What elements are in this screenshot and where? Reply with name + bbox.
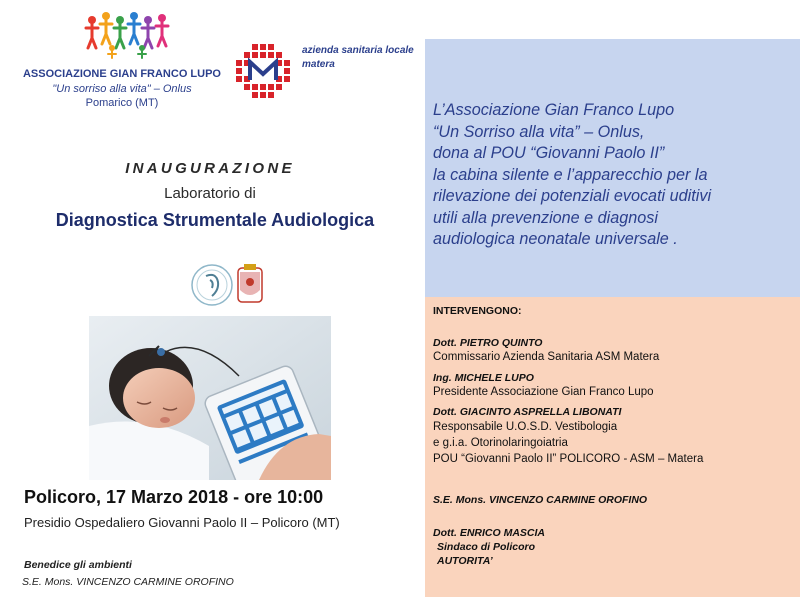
- association-logo: [82, 10, 174, 60]
- donation-line: utili alla prevenzione e diagnosi: [433, 208, 658, 227]
- speaker-name: Dott. GIACINTO ASPRELLA LIBONATI: [433, 406, 622, 418]
- speakers-title: INTERVENGONO:: [433, 305, 522, 317]
- speaker-role: Commissario Azienda Sanitaria ASM Matera: [433, 351, 660, 363]
- speaker-name: Dott. PIETRO QUINTO: [433, 337, 543, 349]
- speaker-role: POU “Giovanni Paolo II” POLICORO - ASM – Matera: [433, 453, 704, 465]
- speaker-role: AUTORITA’: [437, 555, 493, 567]
- association-place: Pomarico (MT): [85, 97, 159, 109]
- donation-line: “Un Sorriso alla vita” – Onlus,: [433, 122, 645, 141]
- donation-line: dona al POU “Giovanni Paolo II”: [433, 144, 665, 162]
- speaker-role: e g.i.a. Otorinolaringoiatria: [433, 437, 568, 449]
- event-venue: Presidio Ospedaliero Giovanni Paolo II – Policoro (MT): [24, 515, 340, 530]
- inauguration-main-title: Diagnostica Strumentale Audiologica: [55, 210, 375, 230]
- newborn-hearing-test-photo: [89, 316, 331, 480]
- inauguration-subtitle: Laboratorio di: [164, 185, 256, 202]
- donation-text: [433, 100, 797, 251]
- speaker-name: Ing. MICHELE LUPO: [433, 372, 534, 384]
- asl-line1: azienda sanitaria locale: [302, 45, 414, 56]
- asl-line2: matera: [302, 59, 335, 70]
- blessing-name: S.E. Mons. VINCENZO CARMINE OROFINO: [22, 576, 234, 588]
- asl-name: [302, 44, 414, 72]
- speaker-role: Responsabile U.O.S.D. Vestibologia: [433, 421, 618, 433]
- speaker-role: Sindaco di Policoro: [437, 541, 536, 553]
- speaker-name: S.E. Mons. VINCENZO CARMINE OROFINO: [433, 494, 648, 506]
- association-name: ASSOCIAZIONE GIAN FRANCO LUPO: [22, 68, 221, 80]
- donation-line: rilevazione dei potenziali evocati uditivi: [433, 187, 712, 205]
- donation-line: L’Associazione Gian Franco Lupo: [433, 101, 675, 119]
- asl-logo: [232, 42, 294, 102]
- laboratory-logos: [190, 260, 268, 310]
- association-motto: "Un sorriso alla vita" – Onlus: [52, 83, 192, 95]
- speaker-role: Presidente Associazione Gian Franco Lupo: [433, 386, 654, 398]
- inauguration-title: INAUGURAZIONE: [125, 160, 295, 177]
- speaker-name: Dott. ENRICO MASCIA: [433, 527, 545, 539]
- event-date-time: Policoro, 17 Marzo 2018 - ore 10:00: [24, 487, 324, 507]
- blessing-label: Benedice gli ambienti: [24, 559, 132, 571]
- donation-line: audiologica neonatale universale .: [433, 230, 678, 248]
- donation-line: la cabina silente e l’apparecchio per la: [433, 165, 708, 184]
